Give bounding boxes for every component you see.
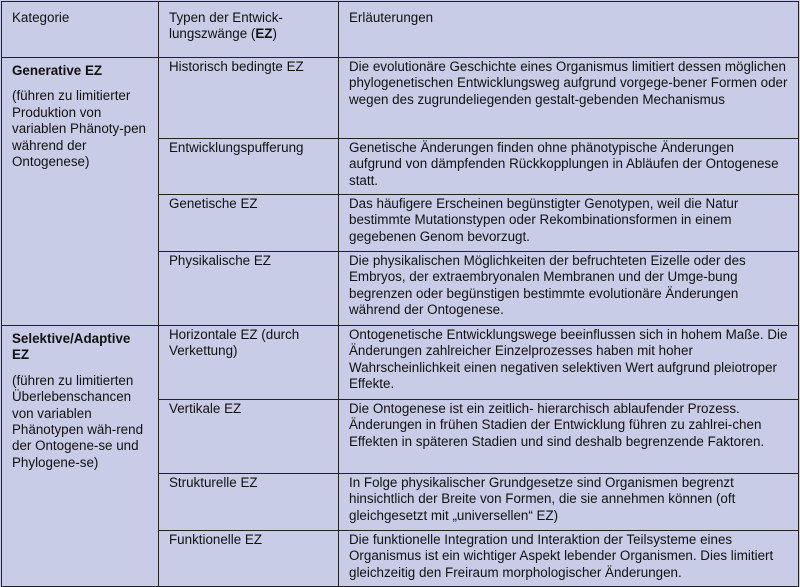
explanation-cell: [339, 531, 799, 587]
category-cell: [2, 326, 159, 587]
type-name: Funktionelle EZ: [169, 532, 263, 547]
explanation-text: Die evolutionäre Geschichte eines Organismus limitiert dessen möglichen phylogenetischen Entwicklungsweg aufgrund vorgege-bener Formen oder wegen des zugrundeliegenden gestalt-gebenden Mechanismus: [349, 59, 788, 107]
explanation-cell: [339, 326, 799, 400]
header-type: [159, 2, 339, 58]
type-cell: [159, 252, 339, 326]
category-cell: [2, 58, 159, 326]
type-name: Physikalische EZ: [169, 253, 271, 268]
explanation-cell: [339, 139, 799, 195]
explanation-text: Das häufigere Erscheinen begünstigter Genotypen, weil die Natur bestimmte Mutationstypen oder Rekombinationsformen in einem gegebenen Genom bevorzugt.: [349, 196, 739, 244]
type-cell: [159, 531, 339, 587]
category-title: Generative EZ: [12, 63, 103, 78]
header-type-line1: Typen der Entwick-: [169, 10, 283, 25]
header-category: Kategorie: [2, 2, 159, 58]
table-row: [2, 326, 799, 400]
type-name: Horizontale EZ (durch Verkettung): [169, 327, 300, 359]
header-explanation: Erläuterungen: [339, 2, 799, 58]
explanation-text: Die physikalischen Möglichkeiten der befruchteten Eizelle oder des Embryos, der extraembryonalen Membranen und der Umge-bung begrenzen oder begünstigen bestimmte evolutionäre Änderungen während der Ontogenese.: [349, 253, 746, 318]
type-cell: [159, 400, 339, 474]
type-name: Genetische EZ: [169, 196, 258, 211]
header-type-abbrev: EZ: [255, 26, 273, 42]
header-row: [2, 2, 799, 58]
category-description: (führen zu limitierten Überlebenschancen von variablen Phänotypen wäh-rend der Ontogene-se und Phylogene-se): [12, 372, 144, 470]
category-description: (führen zu limitierter Produktion von variablen Phänoty-pen während der Ontogenese): [12, 88, 146, 170]
explanation-text: Ontogenetische Entwicklungswege beeinflussen sich in hohem Maße. Die Änderungen zahlreicher Einzelprozesses haben mit hoher Wahrscheinlichkeit einen negativen selektiven Wert aufgrund pleiotroper Effekte.: [349, 327, 788, 392]
type-cell: [159, 474, 339, 531]
type-name: Strukturelle EZ: [169, 475, 258, 490]
constraints-table: [1, 1, 799, 587]
header-type-line2-pre: lungszwänge (: [169, 26, 256, 42]
explanation-cell: [339, 195, 799, 252]
type-cell: [159, 326, 339, 400]
table-row: [2, 58, 799, 139]
header-type-line2-post: ): [272, 26, 277, 42]
explanation-cell: [339, 252, 799, 326]
type-name: Vertikale EZ: [169, 401, 242, 416]
explanation-text: Die Ontogenese ist ein zeitlich- hierarchisch ablaufender Prozess. Änderungen in frühen Stadien der Entwicklung führen zu zahlrei-chen Effekten in späteren Stadien und sind deshalb begrenzende Faktoren.: [349, 401, 765, 449]
explanation-cell: [339, 400, 799, 474]
explanation-text: Genetische Änderungen finden ohne phänotypische Änderungen aufgrund von dämpfenden Rückkopplungen in Abläufen der Ontogenese statt.: [349, 140, 779, 188]
type-name: Historisch bedingte EZ: [169, 59, 304, 74]
type-cell: [159, 195, 339, 252]
category-title: Selektive/Adaptive EZ: [12, 331, 131, 363]
type-cell: [159, 139, 339, 195]
type-name: Entwicklungspufferung: [169, 140, 304, 155]
explanation-cell: [339, 58, 799, 139]
explanation-text: In Folge physikalischer Grundgesetze sind Organismen begrenzt hinsichtlich der Breite von Formen, die sie annehmen können (oft gleichgesetzt mit „universellen“ EZ): [349, 475, 736, 523]
type-cell: [159, 58, 339, 139]
explanation-cell: [339, 474, 799, 531]
explanation-text: Die funktionelle Integration und Interaktion der Teilsysteme eines Organismus ist ein wichtiger Aspekt lebender Organismen. Dies limitiert gleichzeitig den Freiraum morphologischer Änderungen.: [349, 532, 774, 580]
